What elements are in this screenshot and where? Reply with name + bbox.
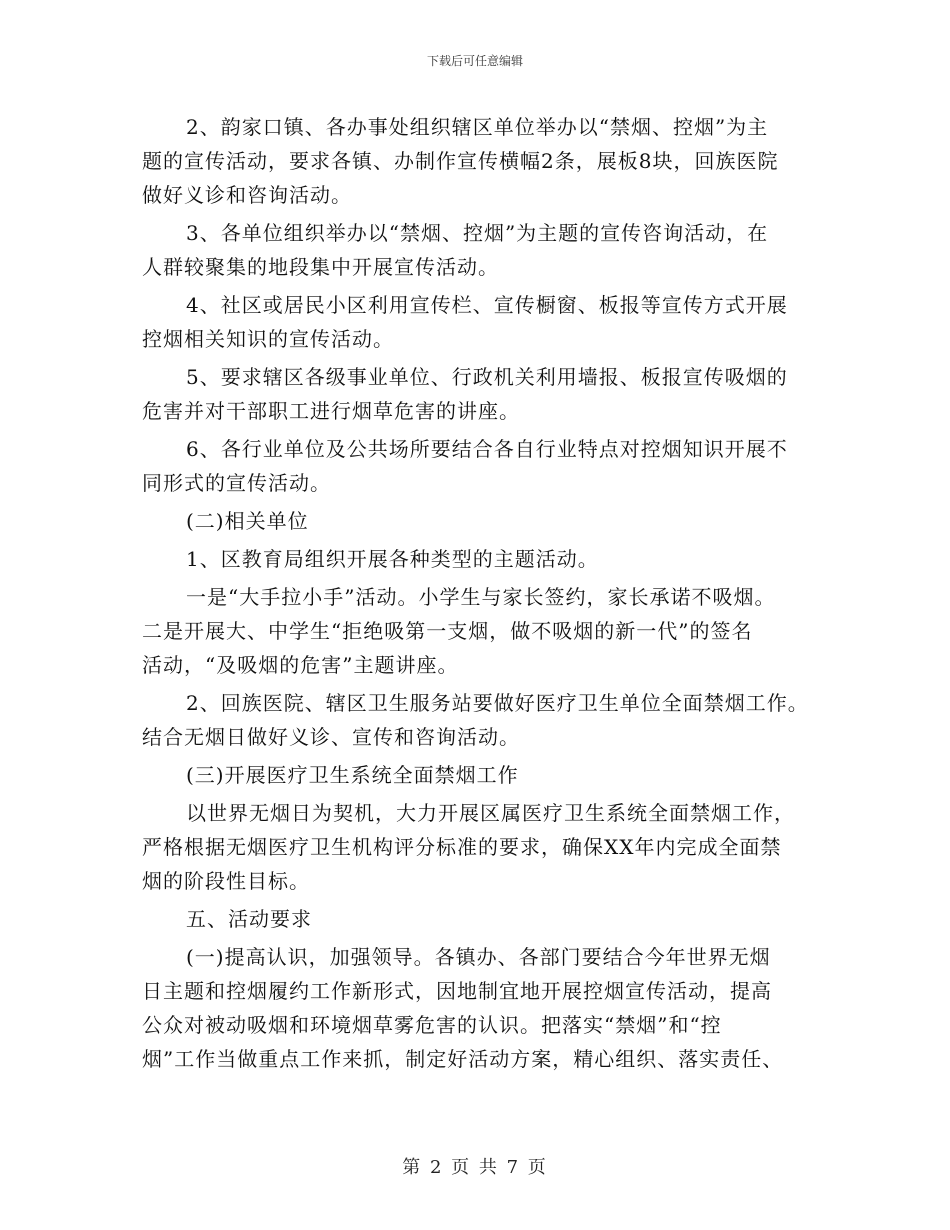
document-body <box>142 110 822 1080</box>
paragraph <box>142 216 822 284</box>
text-line: 公众对被动吸烟和环境烟草雾危害的认识。把落实“禁烟”和“控 <box>142 1013 722 1037</box>
text-line: (二)相关单位 <box>186 509 309 533</box>
page-number-footer: 第 2 页 共 7 页 <box>402 1157 548 1178</box>
text-line: 控烟相关知识的宣传活动。 <box>142 327 394 351</box>
section-heading <box>142 902 822 936</box>
text-line: 2、回族医院、辖区卫生服务站要做好医疗卫生单位全面禁烟工作。 <box>186 691 809 715</box>
text-line: 6、各行业单位及公共场所要结合各自行业特点对控烟知识开展不 <box>186 437 788 461</box>
text-line: 日主题和控烟履约工作新形式，因地制宜地开展控烟宣传活动，提高 <box>142 979 772 1003</box>
paragraph <box>142 360 822 428</box>
text-line: 烟”工作当做重点工作来抓，制定好活动方案，精心组织、落实责任、 <box>142 1047 784 1071</box>
text-line: 烟的阶段性目标。 <box>142 869 310 893</box>
text-line: 4、社区或居民小区利用宣传栏、宣传橱窗、板报等宣传方式开展 <box>186 293 788 317</box>
text-line: 以世界无烟日为契机，大力开展区属医疗卫生系统全面禁烟工作， <box>186 801 795 825</box>
text-line: (一)提高认识，加强领导。各镇办、各部门要结合今年世界无烟 <box>186 945 771 969</box>
text-line: 1、区教育局组织开展各种类型的主题活动。 <box>186 547 599 571</box>
text-line: 二是开展大、中学生“拒绝吸第一支烟，做不吸烟的新一代”的签名 <box>142 619 753 643</box>
text-line: 一是“大手拉小手”活动。小学生与家长签约，家长承诺不吸烟。 <box>186 585 776 609</box>
paragraph <box>142 288 822 356</box>
text-line: 做好义诊和咨询活动。 <box>142 183 352 207</box>
text-line: 危害并对干部职工进行烟草危害的讲座。 <box>142 399 520 423</box>
text-line: 2、韵家口镇、各办事处组织辖区单位举办以“禁烟、控烟”为主 <box>186 115 769 139</box>
text-line: (三)开展医疗卫生系统全面禁烟工作 <box>186 763 519 787</box>
paragraph <box>142 796 822 898</box>
section-heading <box>142 758 822 792</box>
text-line: 严格根据无烟医疗卫生机构评分标准的要求，确保XX年内完成全面禁 <box>142 835 782 859</box>
paragraph <box>142 686 822 754</box>
text-line: 五、活动要求 <box>186 907 312 931</box>
text-line: 结合无烟日做好义诊、宣传和咨询活动。 <box>142 725 520 749</box>
paragraph <box>142 940 822 1076</box>
text-line: 人群较聚集的地段集中开展宣传活动。 <box>142 255 499 279</box>
text-line: 活动，“及吸烟的危害”主题讲座。 <box>142 653 459 677</box>
text-line: 同形式的宣传活动。 <box>142 471 331 495</box>
text-line: 5、要求辖区各级事业单位、行政机关利用墙报、板报宣传吸烟的 <box>186 365 788 389</box>
paragraph <box>142 432 822 500</box>
text-line: 题的宣传活动，要求各镇、办制作宣传横幅2条，展板8块，回族医院 <box>142 149 779 173</box>
paragraph <box>142 542 822 576</box>
section-heading <box>142 504 822 538</box>
text-line: 3、各单位组织举办以“禁烟、控烟”为主题的宣传咨询活动，在 <box>186 221 769 245</box>
paragraph <box>142 580 822 682</box>
header-note: 下载后可任意编辑 <box>426 54 523 68</box>
paragraph <box>142 110 822 212</box>
